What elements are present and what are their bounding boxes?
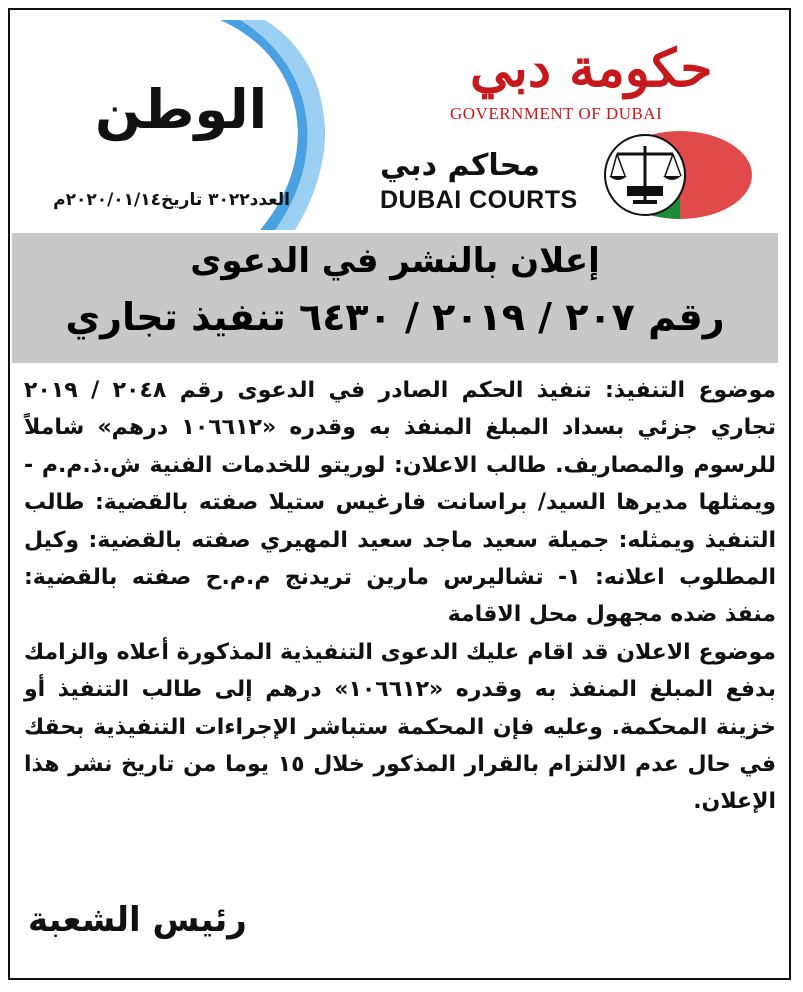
notice-paragraph-2: موضوع الاعلان قد اقام عليك الدعوى التنفيذية المذكورة أعلاه والزامك بدفع المبلغ المنفذ به وقدره «١٠٦٦١٢» درهم إلى طالب التنفيذ أو خزينة المحكمة. وعليه فإن المحكمة ستباشر الإجراءات التنفيذية بحقك في حال عدم الالتزام بالقرار المذكور خلال ١٥ يوما من تاريخ نشر هذا الإعلان. <box>24 639 776 815</box>
case-number: رقم ٢٠٧ / ٢٠١٩ / ٦٤٣٠ تنفيذ تجاري <box>65 295 725 339</box>
notice-title: إعلان بالنشر في الدعوى <box>190 241 600 281</box>
government-english-name: GOVERNMENT OF DUBAI <box>450 104 663 123</box>
notice-paragraph-1: موضوع التنفيذ: تنفيذ الحكم الصادر في الدعوى رقم ٢٠٤٨ / ٢٠١٩ تجاري جزئي بسداد المبلغ المنفذ به وقدره «١٠٦٦١٢ درهم» شاملاً للرسوم والمصاريف. طالب الاعلان: لوريتو للخدمات الفنية ش.ذ.م.م - ويمثلها مديرها السيد/ براسانت فارغيس ستيلا صفته بالقضية: طالب التنفيذ ويمثله: جميلة سعيد ماجد سعيد المهيري صفته بالقضية: وكيل المطلوب اعلانه: ١- تشاليرس مارين تريدنج م.م.ح صفته بالقضية: منفذ ضده مجهول محل الاقامة <box>24 378 776 628</box>
newspaper-issue-line: العدد٣٠٢٢ تاريخ٢٠٢٠/٠١/١٤م <box>53 190 290 210</box>
newspaper-name: الوطن <box>95 78 268 141</box>
notice-title-band <box>12 233 778 363</box>
courts-arabic-name: محاكم دبي <box>380 148 540 183</box>
courts-english-name: DUBAI COURTS <box>380 186 578 214</box>
government-arabic-logo: حكومة دبي <box>470 38 713 99</box>
notice-body <box>24 372 776 821</box>
signature: رئيس الشعبة <box>28 900 247 940</box>
scales-of-justice-icon <box>585 128 755 223</box>
